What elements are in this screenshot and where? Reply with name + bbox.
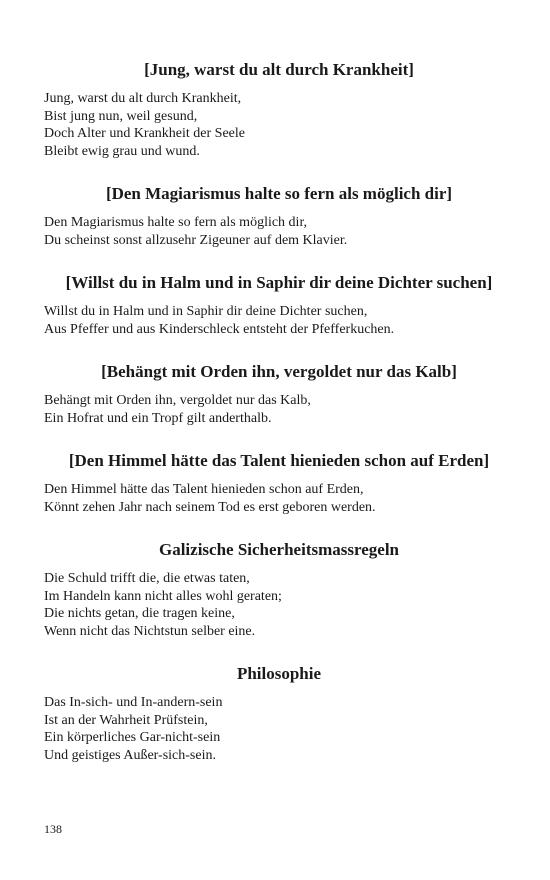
- poem-body: [44, 694, 514, 764]
- poem-line: Den Magiarismus halte so fern als möglich dir,: [44, 215, 308, 230]
- poem-line: Willst du in Halm und in Saphir dir deine Dichter suchen,: [44, 304, 368, 319]
- poem-title: Galizische Sicherheitsmassregeln: [158, 540, 400, 559]
- poem-line: Im Handeln kann nicht alles wohl geraten;: [44, 588, 282, 604]
- poem-line: Ein körperliches Gar-nicht-sein: [44, 730, 221, 745]
- poem-body: [44, 570, 514, 640]
- poem-title: Philosophie: [236, 664, 322, 683]
- poem-body: [44, 90, 514, 160]
- poem-line: Ist an der Wahrheit Prüfstein,: [44, 712, 208, 728]
- poem-line: Den Himmel hätte das Talent hienieden schon auf Erden,: [44, 482, 364, 497]
- poem-title: [Den Himmel hätte das Talent hienieden schon auf Erden]: [68, 451, 490, 470]
- poem-line: Aus Pfeffer und aus Kinderschleck entsteht der Pfefferkuchen.: [44, 321, 395, 337]
- poem-line: Die Schuld trifft die, die etwas taten,: [44, 571, 250, 586]
- poem: [44, 267, 514, 338]
- poem-line: Das In-sich- und In-andern-sein: [44, 695, 223, 710]
- poem-title: [Willst du in Halm und in Saphir dir deine Dichter suchen]: [65, 273, 493, 292]
- poem-line: Und geistiges Außer-sich-sein.: [44, 747, 216, 763]
- poem-line: Ein Hofrat und ein Tropf gilt anderthalb.: [44, 410, 272, 426]
- poem-line: Könnt zehen Jahr nach seinem Tod es erst geboren werden.: [44, 499, 376, 515]
- poem: [44, 356, 514, 427]
- poem-line: Bist jung nun, weil gesund,: [44, 108, 198, 124]
- page-number: 138: [44, 822, 62, 836]
- poem-line: Doch Alter und Krankheit der Seele: [44, 126, 245, 141]
- poem-line: Wenn nicht das Nichtstun selber eine.: [44, 623, 256, 639]
- poem-title: [Behängt mit Orden ihn, vergoldet nur das Kalb]: [101, 362, 457, 381]
- poem-line: Behängt mit Orden ihn, vergoldet nur das Kalb,: [44, 393, 311, 408]
- poem-line: Bleibt ewig grau und wund.: [44, 143, 200, 159]
- poem-body: [44, 392, 514, 427]
- poem: [44, 178, 514, 249]
- poem-line: Die nichts getan, die tragen keine,: [44, 606, 235, 621]
- poem-body: [44, 481, 514, 516]
- poem: [44, 445, 514, 516]
- poem-body: [44, 214, 514, 249]
- poem-line: Du scheinst sonst allzusehr Zigeuner auf dem Klavier.: [44, 232, 348, 248]
- page-content: [44, 54, 514, 764]
- poem-body: [44, 303, 514, 338]
- poem: [44, 54, 514, 160]
- poem-title: [Den Magiarismus halte so fern als möglich dir]: [105, 184, 453, 203]
- poem-title: [Jung, warst du alt durch Krankheit]: [144, 60, 414, 79]
- poem: [44, 658, 514, 764]
- poem-line: Jung, warst du alt durch Krankheit,: [44, 91, 242, 106]
- poem: [44, 534, 514, 640]
